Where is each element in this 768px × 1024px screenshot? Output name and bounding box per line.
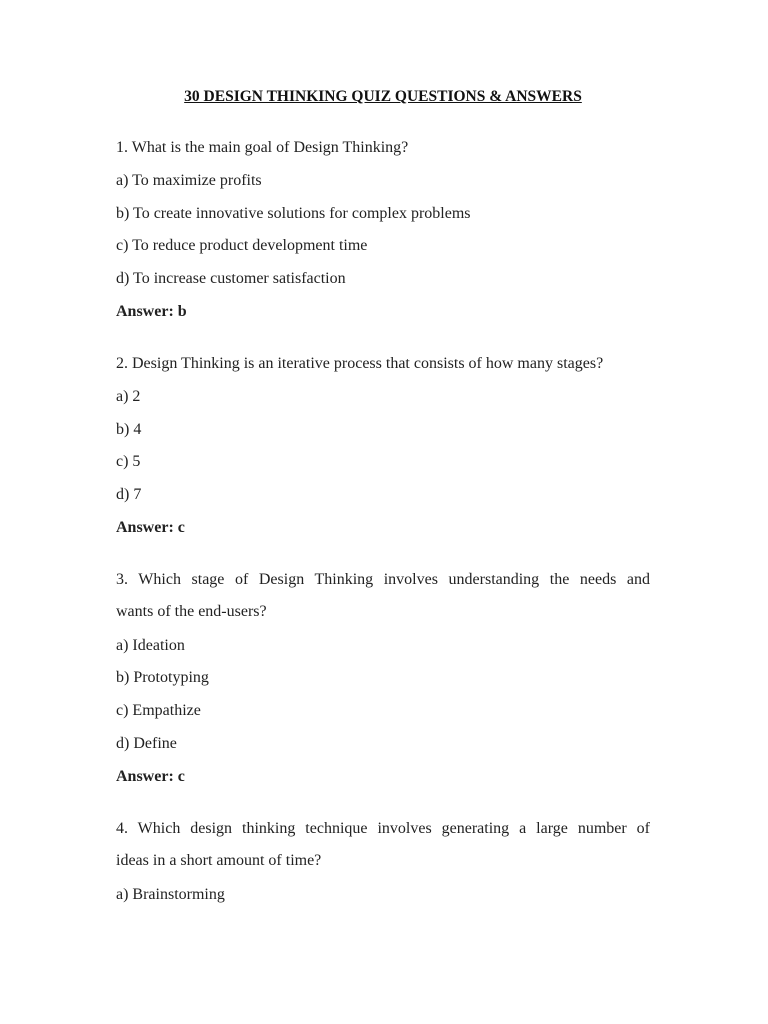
document-title: 30 DESIGN THINKING QUIZ QUESTIONS & ANSWERS: [184, 88, 582, 105]
question-3-option-a: a) Ideation: [116, 637, 185, 654]
question-3-option-c: c) Empathize: [116, 702, 201, 719]
question-1-option-c: c) To reduce product development time: [116, 237, 368, 254]
question-2-answer: Answer: c: [116, 519, 185, 536]
question-2-option-c: c) 5: [116, 453, 141, 470]
question-1-option-a: a) To maximize profits: [116, 172, 262, 189]
question-3-text-line-2: wants of the end-users?: [116, 603, 267, 620]
question-1-answer: Answer: b: [116, 303, 187, 320]
question-4-text-line-2: ideas in a short amount of time?: [116, 852, 322, 869]
question-1-option-d: d) To increase customer satisfaction: [116, 270, 346, 287]
question-4-option-a: a) Brainstorming: [116, 886, 225, 903]
question-1-option-b: b) To create innovative solutions for complex problems: [116, 205, 471, 222]
question-4-text-line-1: 4. Which design thinking technique involves generating a large number of: [116, 820, 650, 837]
question-3-option-b: b) Prototyping: [116, 669, 209, 686]
question-2-option-b: b) 4: [116, 421, 142, 438]
question-2-text: 2. Design Thinking is an iterative process that consists of how many stages?: [116, 355, 604, 372]
question-3-text-line-1: 3. Which stage of Design Thinking involves understanding the needs and: [116, 571, 650, 588]
question-3-answer: Answer: c: [116, 768, 185, 785]
question-3-option-d: d) Define: [116, 735, 177, 752]
question-2-option-d: d) 7: [116, 486, 142, 503]
question-2-option-a: a) 2: [116, 388, 141, 405]
question-1-text: 1. What is the main goal of Design Thinking?: [116, 139, 409, 156]
